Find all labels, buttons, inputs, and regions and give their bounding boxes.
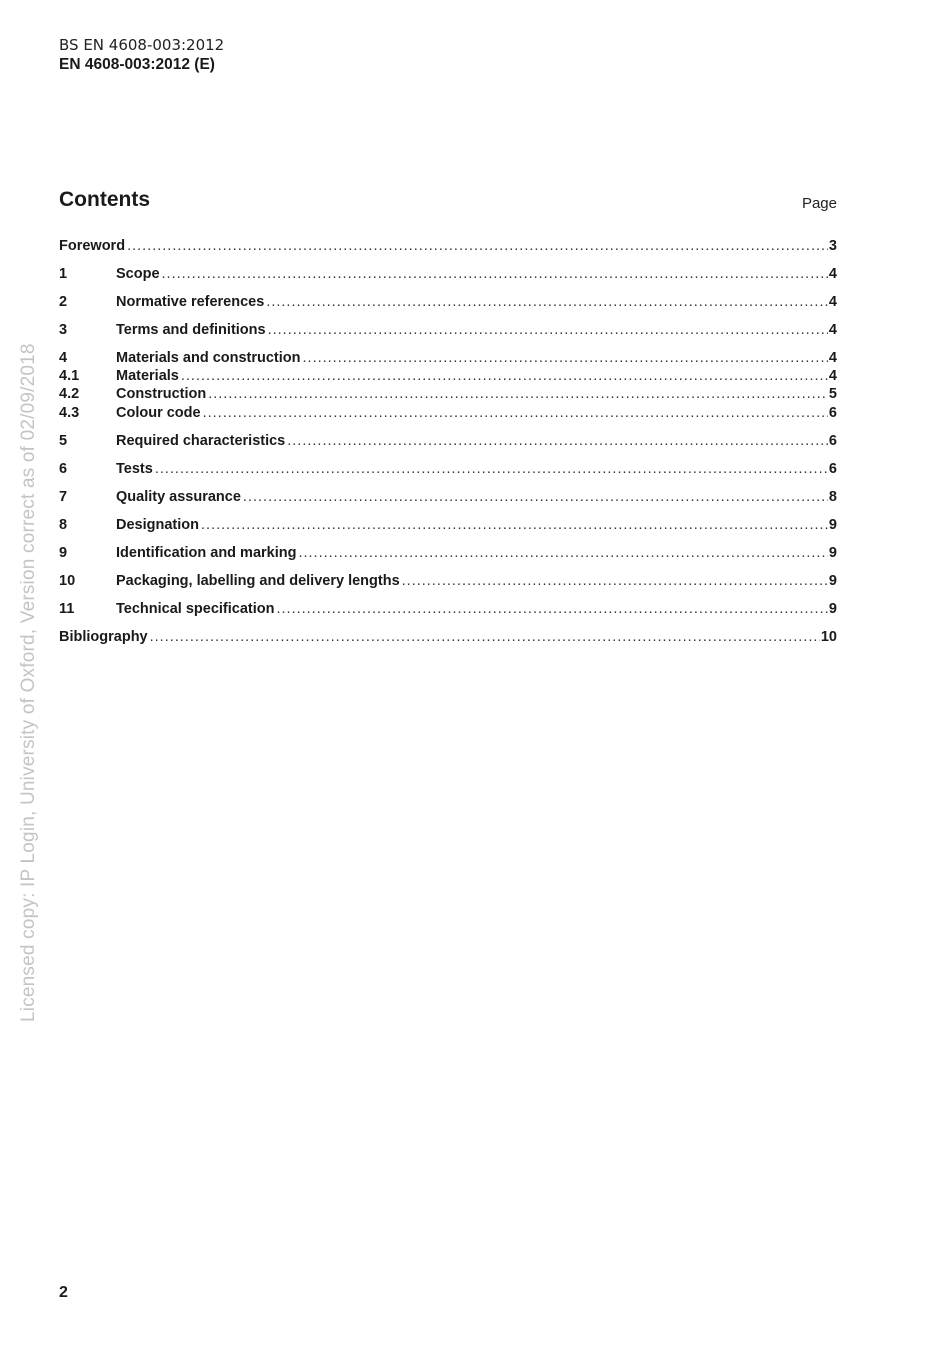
document-id-en: EN 4608-003:2012 (E) xyxy=(59,56,215,73)
toc-entry-tests[interactable] xyxy=(59,461,837,479)
toc-leader-dots xyxy=(155,461,828,477)
toc-entry-title: Terms and definitions xyxy=(116,322,266,338)
toc-entry-title: Colour code xyxy=(116,405,201,421)
toc-leader-dots xyxy=(303,350,828,366)
page-number: 2 xyxy=(59,1284,68,1301)
toc-entry-number: 4 xyxy=(59,350,68,366)
toc-entry-page: 9 xyxy=(828,545,837,561)
toc-leader-dots xyxy=(203,405,828,421)
toc-entry-title: Materials xyxy=(116,368,179,384)
toc-leader-dots xyxy=(298,545,827,561)
toc-entry-number: 4.3 xyxy=(59,405,80,421)
toc-entry-page: 6 xyxy=(828,461,837,477)
toc-entry-number: 4.1 xyxy=(59,368,80,384)
toc-entry-materials[interactable] xyxy=(59,368,837,386)
toc-entry-title: Designation xyxy=(116,517,199,533)
toc-entry-page: 4 xyxy=(828,322,837,338)
toc-entry-title: Identification and marking xyxy=(116,545,297,561)
toc-entry-page: 9 xyxy=(828,573,837,589)
toc-entry-title: Construction xyxy=(116,386,207,402)
toc-leader-dots xyxy=(201,517,828,533)
document-id-bs: BS EN 4608-003:2012 xyxy=(59,36,225,54)
toc-entry-number: 11 xyxy=(59,601,75,617)
toc-entry-technical-specification[interactable] xyxy=(59,601,837,619)
toc-entry-terms-and-definitions[interactable] xyxy=(59,322,837,340)
toc-entry-materials-and-construction[interactable] xyxy=(59,350,837,368)
toc-leader-dots xyxy=(268,322,828,338)
page-column-label: Page xyxy=(801,195,837,212)
toc-leader-dots xyxy=(276,601,827,617)
toc-entry-title: Quality assurance xyxy=(116,489,241,505)
toc-entry-designation[interactable] xyxy=(59,517,837,535)
toc-leader-dots xyxy=(127,238,828,254)
toc-entry-page: 4 xyxy=(828,350,837,366)
toc-entry-scope[interactable] xyxy=(59,266,837,284)
toc-leader-dots xyxy=(402,573,828,589)
toc-entry-title: Packaging, labelling and delivery lengths xyxy=(116,573,400,589)
toc-entry-page: 5 xyxy=(828,386,837,402)
toc-entry-number: 2 xyxy=(59,294,68,310)
toc-entry-page: 6 xyxy=(828,405,837,421)
toc-entry-page: 8 xyxy=(828,489,837,505)
toc-entry-number: 5 xyxy=(59,433,68,449)
toc-leader-dots xyxy=(162,266,828,282)
toc-entry-number: 7 xyxy=(59,489,68,505)
toc-entry-title: Required characteristics xyxy=(116,433,286,449)
toc-entry-required-characteristics[interactable] xyxy=(59,433,837,451)
toc-entry-normative-references[interactable] xyxy=(59,294,837,312)
toc-entry-number: 10 xyxy=(59,573,76,589)
toc-entry-number: 8 xyxy=(59,517,68,533)
toc-entry-construction[interactable] xyxy=(59,386,837,404)
toc-entry-identification-and-marking[interactable] xyxy=(59,545,837,563)
toc-entry-title: Tests xyxy=(116,461,153,477)
toc-leader-dots xyxy=(266,294,828,310)
toc-entry-page: 3 xyxy=(828,238,837,254)
toc-entry-number: 6 xyxy=(59,461,68,477)
toc-entry-number: 1 xyxy=(59,266,68,282)
toc-entry-title: Bibliography xyxy=(59,629,148,645)
toc-entry-number: 9 xyxy=(59,545,68,561)
toc-entry-page: 10 xyxy=(820,629,837,645)
toc-leader-dots xyxy=(287,433,828,449)
toc-entry-number: 4.2 xyxy=(59,386,80,402)
toc-leader-dots xyxy=(208,386,828,402)
license-watermark: Licensed copy: IP Login, University of Oxford, Version correct as of 02/09/2018 xyxy=(18,343,39,1022)
toc-entry-title: Scope xyxy=(116,266,160,282)
toc-entry-page: 9 xyxy=(828,517,837,533)
toc-leader-dots xyxy=(243,489,828,505)
toc-entry-quality-assurance[interactable] xyxy=(59,489,837,507)
toc-entry-title: Technical specification xyxy=(116,601,275,617)
toc-entry-page: 6 xyxy=(828,433,837,449)
toc-entry-title: Foreword xyxy=(59,238,126,254)
toc-entry-packaging[interactable] xyxy=(59,573,837,591)
contents-heading: Contents xyxy=(59,188,150,211)
toc-leader-dots xyxy=(181,368,828,384)
toc-entry-title: Normative references xyxy=(116,294,265,310)
toc-entry-title: Materials and construction xyxy=(116,350,301,366)
toc-entry-page: 9 xyxy=(828,601,837,617)
toc-entry-page: 4 xyxy=(828,294,837,310)
toc-entry-colour-code[interactable] xyxy=(59,405,837,423)
toc-entry-foreword[interactable] xyxy=(59,238,837,256)
toc-leader-dots xyxy=(150,629,820,645)
toc-entry-number: 3 xyxy=(59,322,68,338)
toc-entry-bibliography[interactable] xyxy=(59,629,837,647)
toc-entry-page: 4 xyxy=(828,266,837,282)
toc-entry-page: 4 xyxy=(828,368,837,384)
